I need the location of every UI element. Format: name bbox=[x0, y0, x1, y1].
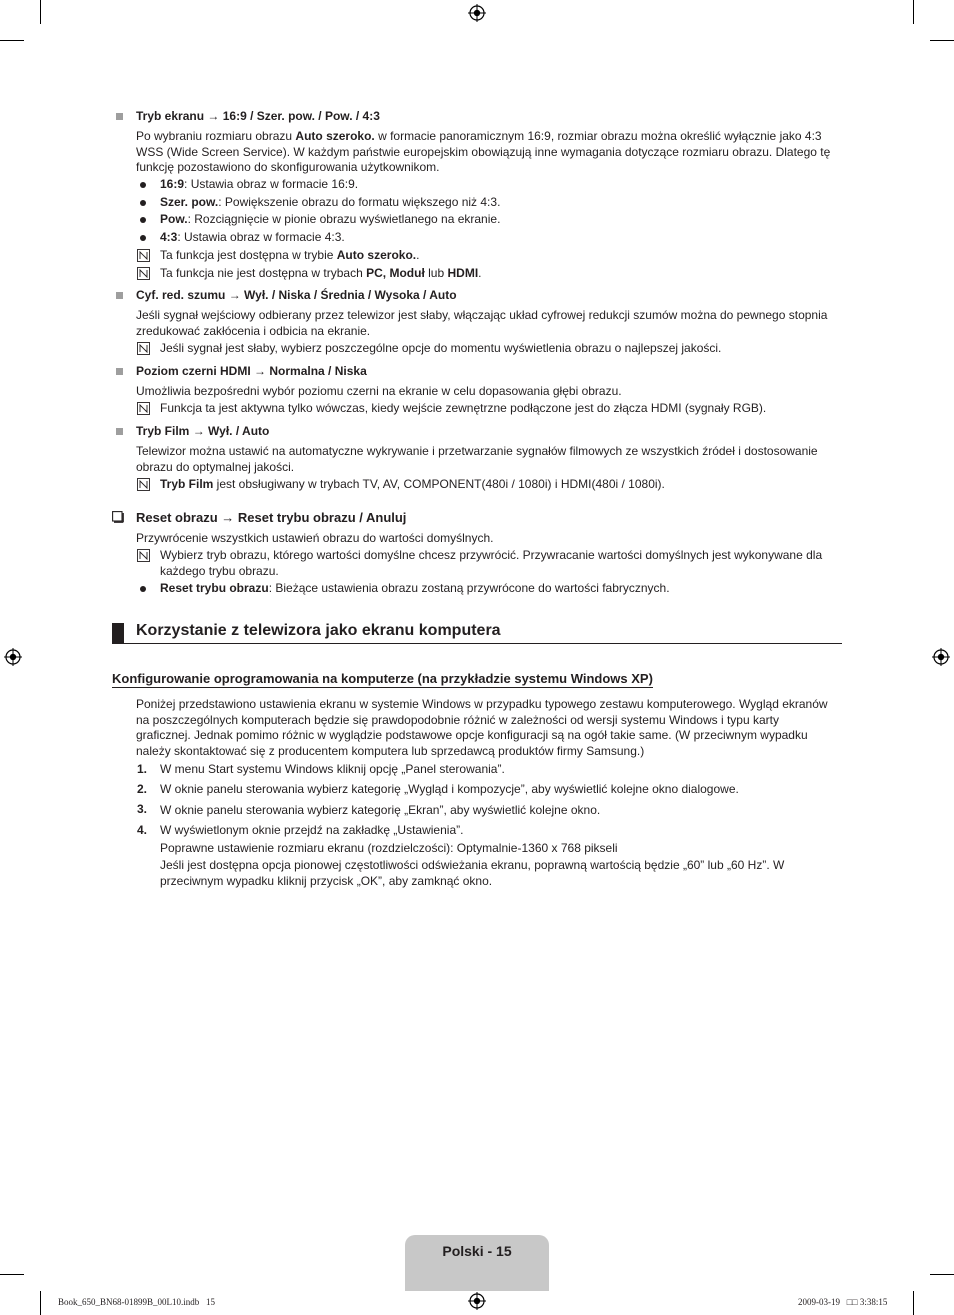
bullet-text: 16:9: Ustawia obraz w formacie 16:9. bbox=[160, 177, 359, 191]
step-number: 4. bbox=[137, 823, 148, 837]
crop-mark bbox=[40, 0, 41, 24]
note-text: Ta funkcja nie jest dostępna w trybach PC, Moduł lub HDMI. bbox=[160, 266, 482, 280]
crop-mark bbox=[930, 40, 954, 41]
item-heading: Cyf. red. szumu → Wył. / Niska / Średnia / Wysoka / Auto bbox=[136, 288, 457, 302]
step-text: W menu Start systemu Windows kliknij opcję „Panel sterowania”. bbox=[160, 762, 505, 776]
note-text: Tryb Film jest obsługiwany w trybach TV, AV, COMPONENT(480i / 1080i) i HDMI(480i / 1080i). bbox=[160, 477, 665, 491]
note-icon bbox=[137, 478, 150, 491]
note-text: Jeśli sygnał jest słaby, wybierz poszczególne opcje do momentu wyświetlenia obrazu o najlepszej jakości. bbox=[160, 341, 722, 355]
square-bullet-icon bbox=[116, 292, 123, 299]
intro-paragraph: Poniżej przedstawiono ustawienia ekranu w systemie Windows w przypadku typowego zestawu komputerowego. Wygląd ekranów na poszczególnych komputerach będzie się prawdopodobnie różnić w zależności od wersji systemu Windows i typu karty graficznej. Jednak pomimo różnic w wyglądzie podstawowe opcje konfiguracji są na ogół takie same. (W przeciwnym wypadku należy skontaktować się z producentem komputera lub sprzedawcą produktów firmy Samsung.) bbox=[136, 697, 828, 758]
section-title: Korzystanie z telewizora jako ekranu komputera bbox=[136, 622, 501, 639]
note-icon bbox=[137, 342, 150, 355]
note-icon bbox=[137, 549, 150, 562]
crop-mark bbox=[0, 1274, 24, 1275]
section-title-marker bbox=[112, 623, 124, 643]
item-heading: Tryb ekranu → 16:9 / Szer. pow. / Pow. / 4:3 bbox=[136, 109, 380, 123]
square-bullet-icon bbox=[116, 428, 123, 435]
subheading: Konfigurowanie oprogramowania na komputerze (na przykładzie systemu Windows XP) bbox=[112, 671, 653, 686]
registration-mark-icon bbox=[468, 4, 486, 22]
step-text: W oknie panelu sterowania wybierz kategorię „Ekran”, aby wyświetlić kolejne okno. bbox=[160, 803, 601, 817]
registration-mark-icon bbox=[468, 1292, 486, 1310]
step-number: 2. bbox=[137, 782, 148, 796]
checkbox-square-icon bbox=[112, 511, 124, 523]
bullet-icon bbox=[140, 217, 146, 223]
crop-mark bbox=[913, 0, 914, 24]
note-text: Ta funkcja jest dostępna w trybie Auto szeroko.. bbox=[160, 248, 420, 262]
crop-mark bbox=[0, 40, 24, 41]
crop-mark bbox=[930, 1274, 954, 1275]
square-bullet-icon bbox=[116, 113, 123, 120]
step-text: W oknie panelu sterowania wybierz kategorię „Wygląd i kompozycje”, aby wyświetlić kolejne okno dialogowe. bbox=[160, 782, 739, 796]
bullet-icon bbox=[140, 586, 146, 592]
crop-mark bbox=[913, 1291, 914, 1315]
step-number: 1. bbox=[137, 762, 148, 776]
reset-heading: Reset obrazu → Reset trybu obrazu / Anuluj bbox=[136, 510, 407, 525]
bullet-text: Reset trybu obrazu: Bieżące ustawienia obrazu zostaną przywrócone do wartości fabrycznych. bbox=[160, 581, 670, 595]
item-heading: Poziom czerni HDMI → Normalna / Niska bbox=[136, 364, 367, 378]
item-heading: Tryb Film → Wył. / Auto bbox=[136, 424, 270, 438]
step-number: 3. bbox=[137, 802, 148, 816]
registration-mark-icon bbox=[932, 648, 950, 666]
bullet-text: Szer. pow.: Powiększenie obrazu do formatu większego niż 4:3. bbox=[160, 195, 501, 209]
paragraph: Jeśli sygnał wejściowy odbierany przez telewizor jest słaby, włączając układ cyfrowej redukcji szumów można do pewnego stopnia zredukować zakłócenia i odbicia na ekranie. bbox=[136, 308, 828, 338]
bullet-icon bbox=[140, 200, 146, 206]
paragraph: Po wybraniu rozmiaru obrazu Auto szeroko. w formacie panoramicznym 16:9, rozmiar obrazu można określić wyłącznie jako 4:3 WSS (Wide Screen Service). W każdym państwie europejskim obowiązują inne wymagania dotyczące rozmiaru obrazu. Dlatego tę funkcję pozostawiono do skonfigurowania użytkownikom. bbox=[136, 129, 831, 174]
registration-mark-icon bbox=[4, 648, 22, 666]
note-icon bbox=[137, 402, 150, 415]
square-bullet-icon bbox=[116, 368, 123, 375]
paragraph: Przywrócenie wszystkich ustawień obrazu do wartości domyślnych. bbox=[136, 531, 494, 545]
paragraph: Telewizor można ustawić na automatyczne wykrywanie i przetwarzanie sygnałów filmowych ze wszystkich źródeł i dostosowanie obrazu do optymalnej jakości. bbox=[136, 444, 818, 474]
note-icon bbox=[137, 267, 150, 280]
bullet-icon bbox=[140, 235, 146, 241]
section-title-rule bbox=[112, 643, 842, 644]
crop-mark bbox=[40, 1291, 41, 1315]
bullet-text: 4:3: Ustawia obraz w formacie 4:3. bbox=[160, 230, 345, 244]
note-icon bbox=[137, 249, 150, 262]
bullet-text: Pow.: Rozciągnięcie w pionie obrazu wyświetlanego na ekranie. bbox=[160, 212, 501, 226]
note-text: Funkcja ta jest aktywna tylko wówczas, kiedy wejście zewnętrzne podłączone jest do złącza HDMI (sygnały RGB). bbox=[160, 401, 767, 415]
step-text: W wyświetlonym oknie przejdź na zakładkę „Ustawienia”. Poprawne ustawienie rozmiaru ekranu (rozdzielczości): Optymalnie-1360 x 768 pikseli Jeśli jest dostępna opcja pionowej częstotliwości odświeżania ekranu, poprawną wartością będzie „60” lub „60 Hz”. W przeciwnym wypadku kliknij przycisk „OK”, aby zamknąć okno. bbox=[160, 823, 785, 888]
note-text: Wybierz tryb obrazu, którego wartości domyślne chcesz przywrócić. Przywracanie wartości domyślnych jest wykonywane dla każdego trybu obrazu. bbox=[160, 548, 823, 578]
bullet-icon bbox=[140, 182, 146, 188]
footer-file-info: Book_650_BN68-01899B_00L10.indb 15 bbox=[58, 1297, 216, 1307]
paragraph: Umożliwia bezpośredni wybór poziomu czerni na ekranie w celu dopasowania głębi obrazu. bbox=[136, 384, 622, 398]
footer-timestamp: 2009-03-19 □□ 3:38:15 bbox=[798, 1297, 888, 1307]
page-number: Polski - 15 bbox=[442, 1243, 512, 1259]
